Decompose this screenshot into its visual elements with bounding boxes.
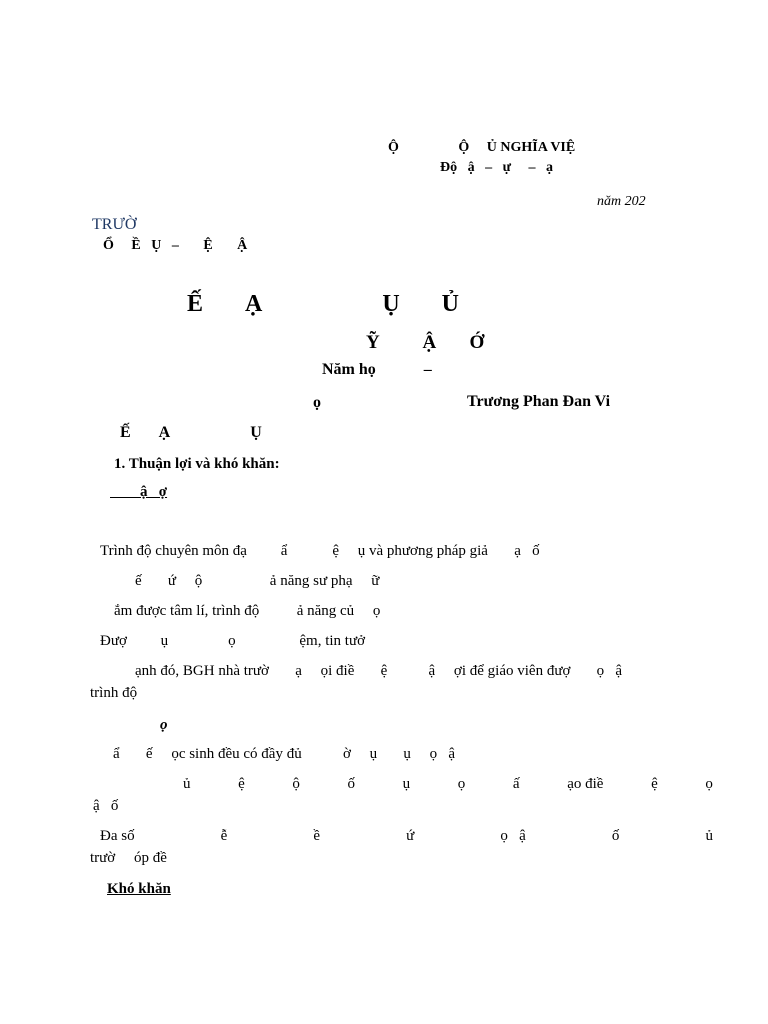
paragraph-8-part: ứ	[406, 828, 415, 844]
subsection-heading: 1. Thuận lợi và khó khăn:	[114, 456, 280, 472]
advantages-heading: ậ ợ	[110, 484, 168, 500]
paragraph-8	[100, 827, 713, 845]
section-heading: Ế Ạ Ụ	[120, 424, 262, 441]
difficulties-heading: Khó khăn	[107, 881, 171, 897]
paragraph-8-part: ề	[313, 828, 321, 844]
motto-line: Độ ậ – ự – ạ	[440, 160, 554, 175]
paragraph-7-part: ố	[347, 776, 356, 792]
paragraph-8-continued: trườ óp đề	[90, 850, 167, 866]
paragraph-8-part: ọ ậ	[500, 828, 526, 844]
paragraph-7-part: ạo điề	[567, 776, 604, 792]
paragraph-1: Trình độ chuyên môn đạ ẩ ệ ụ và phương pháp giả ạ ố	[100, 543, 540, 559]
paragraph-7-part: ọ	[705, 776, 713, 792]
paragraph-7	[183, 775, 713, 793]
paragraph-8-part: ễ	[220, 828, 228, 844]
paragraph-4: Đượ ụ ọ ệm, tin tưở	[100, 633, 366, 649]
paragraph-7-part: ọ	[457, 776, 466, 792]
teacher-prefix: ọ	[313, 394, 321, 411]
date-line: năm 202	[597, 194, 646, 209]
paragraph-7-part: ộ	[292, 776, 300, 792]
paragraph-8-part: ố	[611, 828, 620, 844]
department-line: Ổ Ề Ụ – Ệ Ậ	[103, 238, 248, 253]
paragraph-5-continued: trình độ	[90, 685, 138, 701]
school-year: Năm họ –	[322, 361, 432, 378]
plan-subtitle: Ỹ Ậ Ớ	[366, 332, 485, 353]
teacher-name: Trương Phan Đan Vi	[467, 393, 611, 410]
paragraph-7-continued: ậ ố	[93, 798, 119, 814]
paragraph-7-part: ệ	[238, 776, 245, 792]
paragraph-8-part: ủ	[705, 828, 713, 844]
paragraph-7-part: ệ	[651, 776, 658, 792]
paragraph-5: ạnh đó, BGH nhà trườ ạ ọi điề ệ ậ ợi để giáo viên đượ ọ ậ	[135, 663, 623, 679]
paragraph-6: ẩ ế ọc sinh đều có đầy đủ ờ ụ ụ ọ ậ	[113, 746, 456, 762]
paragraph-7-part: ấ	[512, 776, 520, 792]
students-heading: ọ	[160, 717, 168, 733]
paragraph-8-part: Đa số	[100, 828, 135, 844]
school-name: TRƯỜ	[92, 216, 137, 233]
paragraph-2: ế ứ ộ ả năng sư phạ ữ	[135, 573, 380, 589]
paragraph-7-part: ụ	[402, 776, 411, 792]
nation-line: Ộ Ộ Ủ NGHĨA VIỆ	[388, 140, 576, 155]
paragraph-7-part: ủ	[183, 776, 191, 792]
paragraph-3: ắm được tâm lí, trình độ ả năng củ ọ	[114, 603, 381, 619]
plan-title: Ế Ạ Ụ Ủ	[187, 291, 460, 317]
